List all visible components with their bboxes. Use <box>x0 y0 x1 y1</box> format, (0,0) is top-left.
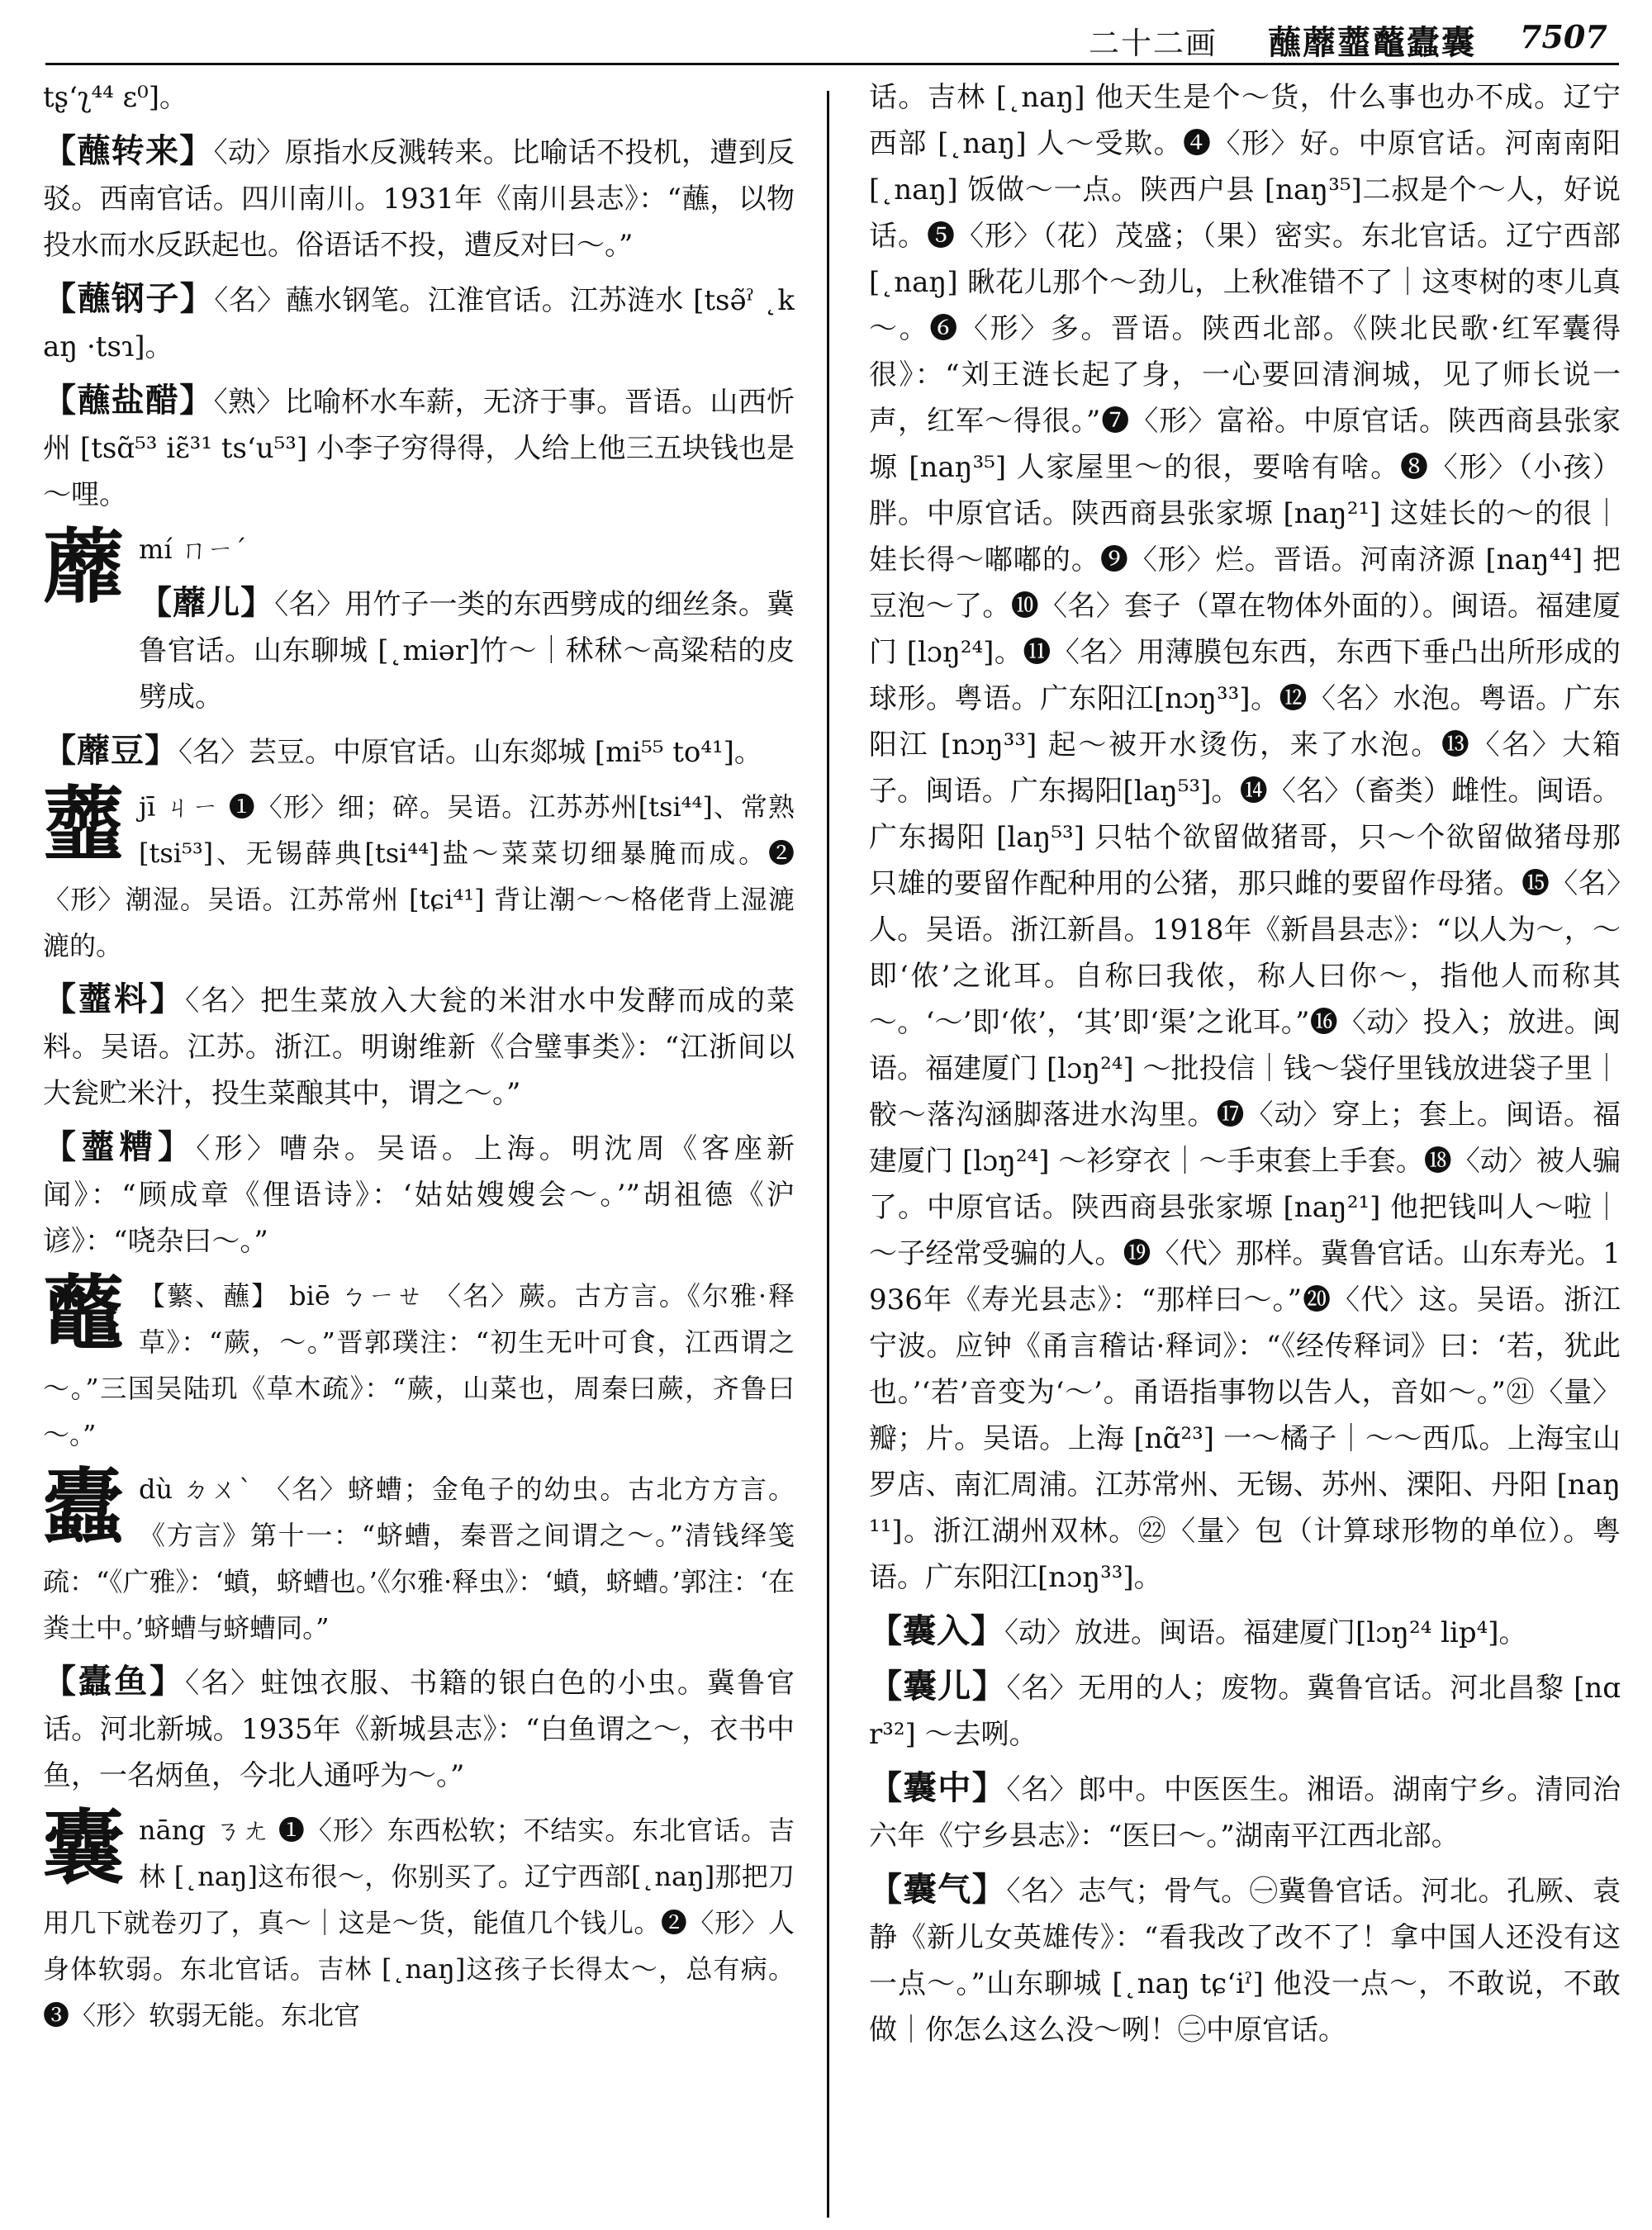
continued-text: 话。吉林 [˛naŋ] 他天生是个～货，什么事也办不成。辽宁西部 [˛naŋ] 人～受欺。❹〈形〉好。中原官话。河南南阳 [˛naŋ] 饭做～一点。陕西户县 [naŋ³⁵]二叔是个～人，好说话。❺〈形〉（花）茂盛；（果）密实。东北官话。辽宁西部 [˛naŋ] 瞅花儿那个～劲儿，上秋准错不了｜这枣树的枣儿真～。❻〈形〉多。晋语。陕西北部。《陕北民歌·红军囊得很》：“刘王涟长起了身，一心要回清涧城，见了师长说一声，红军～得很。”❼〈形〉富裕。中原官话。陕西商县张家塬 [naŋ³⁵] 人家屋里～的很，要啥有啥。❽〈形〉（小孩）胖。中原官话。陕西商县张家塬 [naŋ²¹] 这娃长的～的很｜娃长得～嘟嘟的。❾〈形〉烂。晋语。河南济源 [naŋ⁴⁴] 把豆泡～了。❿〈名〉套子（罩在物体外面的）。闽语。福建厦门 [lɔŋ²⁴]。⓫〈名〉用薄膜包东西，东西下垂凸出所形成的球形。粤语。广东阳江[nɔŋ³³]。⓬〈名〉水泡。粤语。广东阳江 [nɔŋ³³] 起～被开水烫伤，来了水泡。⓭〈名〉大箱子。闽语。广东揭阳[laŋ⁵³]。⓮〈名〉（畜类）雌性。闽语。广东揭阳 [laŋ⁵³] 只牯个欲留做猪哥，只～个欲留做猪母那只雄的要留作配种用的公猪，那只雌的要留作母猪。⓯〈名〉人。吴语。浙江新昌。1918年《新昌县志》：“以人为～，～即‘侬’之讹耳。自称曰我侬，称人曰你～，指他人而称其～。‘～’即‘侬’，‘其’即‘渠’之讹耳。”⓰〈动〉投入；放进。闽语。福建厦门 [lɔŋ²⁴] ～批投信｜钱～袋仔里钱放进袋子里｜骹～落沟涵脚落进水沟里。⓱〈动〉穿上；套上。闽语。福建厦门 [lɔŋ²⁴] ～衫穿衣｜～手束套上手套。⓲〈动〉被人骗了。中原官话。陕西商县张家塬 [naŋ²¹] 他把钱叫人～啦｜～子经常受骗的人。⓳〈代〉那样。冀鲁官话。山东寿光。1936年《寿光县志》：“那样曰～。”⓴〈代〉这。吴语。浙江宁波。应钟《甬言稽诂·释词》：“《经传释词》曰：‘若，犹此也。’‘若’音变为‘～’。甬语指事物以告人，音如～。”㉑〈量〉瓣；片。吴语。上海 [nɑ̃²³] 一～橘子｜～～西瓜。上海宝山罗店、南汇周浦。江苏常州、无锡、苏州、溧阳、丹阳 [naŋ¹¹]。浙江湖州双林。㉒〈量〉包（计算球形物的单位）。粤语。广东阳江[nɔŋ³³]。 <box>869 81 1621 1594</box>
entry-headword: 【蠹鱼】 <box>43 1662 186 1701</box>
left-column <box>43 74 795 2046</box>
entry-definition: 〈名〉芸豆。中原官话。山东郯城 [mi⁵⁵ to⁴¹]。 <box>178 736 762 769</box>
entry-definition: 〈名〉用竹子一类的东西劈成的细丝条。冀鲁官话。山东聊城 [˛miǝr]竹～｜秫秫～高粱秸的皮劈成。 <box>139 588 795 714</box>
entry-definition: 〈名〉蘸水钢笔。江淮官话。江苏涟水 [tsǝ̃ˀ ˛kaŋ ·tsɿ]。 <box>43 284 795 363</box>
headword-character: 虌 <box>43 1266 125 1361</box>
character-definition: dù ㄉㄨˋ 〈名〉蛴螬；金龟子的幼虫。古北方方言。《方言》第十一：“蛴螬，秦晋之间谓之～。”清钱绎笺疏：“《广雅》：‘蟦，蛴螬也。’《尔雅·释虫》：‘蟦，蛴螬。’郭注：‘在粪土中。’蛴螬与蛴螬同。” <box>43 1473 795 1644</box>
character-entry <box>43 1266 795 1458</box>
entry-headword: 【虀糟】 <box>43 1127 197 1166</box>
word-entry <box>869 1663 1621 1758</box>
column-divider <box>827 91 829 2218</box>
entry-headword: 【囊入】 <box>869 1611 1004 1650</box>
word-entry <box>43 1658 795 1799</box>
entry-definition: 〈名〉郎中。中医医生。湘语。湖南宁乡。清同治六年《宁乡县志》：“医曰～。”湖南平江西北部。 <box>869 1773 1621 1853</box>
entry-headword: 【囊中】 <box>869 1768 1007 1807</box>
entry-headword: 【蘸盐醋】 <box>43 381 214 420</box>
word-entry <box>43 976 795 1117</box>
header-rule <box>45 63 1619 65</box>
entry-definition: 〈动〉原指水反溅转来。比喻话不投机，遭到反驳。西南官话。四川南川。1931年《南川县志》：“蘸，以物投水而水反跃起也。俗语话不投，遭反对曰～。” <box>43 136 795 262</box>
character-definition: 【蘩、蘸】 biē ㄅㄧㄝ 〈名〉蕨。古方言。《尔雅·释草》：“蕨，～。”晋郭璞注：“初生无叶可食，江西谓之～。”三国吴陆玑《草木疏》：“蕨，山菜也，周秦曰蕨，齐鲁曰～。” <box>43 1280 795 1450</box>
entry-definition: 〈形〉嘈杂。吴语。上海。明沈周《客座新闻》：“顾成章《俚语诗》：‘姑姑嫂嫂会～。’”胡祖德《沪谚》：“哓杂曰～。” <box>43 1132 795 1258</box>
entry-headword: 【蘸转来】 <box>43 131 214 170</box>
character-entry <box>43 1801 795 2038</box>
word-entry <box>43 728 795 776</box>
entry-headword: 【蘼豆】 <box>43 731 178 770</box>
word-entry <box>43 1124 795 1264</box>
character-definition: jī ㄐㄧ ❶〈形〉细；碎。吴语。江苏苏州[tsi⁴⁴]、常熟 [tsi⁵³]、无锡薛典[tsi⁴⁴]盐～菜菜切细暴腌而成。❷〈形〉潮湿。吴语。江苏常州 [tɕi⁴¹] 背让潮～～格佬背上湿漉漉的。 <box>43 791 795 961</box>
entry-headword: 【蘼儿】 <box>139 583 275 622</box>
character-definition: nāng ㄋㄤ ❶〈形〉东西松软；不结实。东北官话。吉林 [˛naŋ]这布很～，你别买了。辽宁西部[˛naŋ]那把刀用几下就卷刃了，真～｜这是～货，能值几个钱儿。❷〈形〉人身体软弱。东北官话。吉林 [˛naŋ]这孩子长得太～，总有病。❸〈形〉软弱无能。东北官 <box>43 1815 795 2031</box>
word-entry <box>139 580 795 720</box>
headword-character: 蘼 <box>43 520 125 614</box>
entry-headword: 【囊气】 <box>869 1870 1007 1909</box>
entry-definition: 〈名〉志气；骨气。㊀冀鲁官话。河北。孔厥、袁静《新儿女英雄传》：“看我改了改不了！拿中国人还没有这一点～。”山东聊城 [˛naŋ tɕʻiˀ] 他没一点～，不敢说，不敢做｜你怎么这么没～咧！㊁中原官话。 <box>869 1875 1621 2047</box>
continued-text: tʂʻʅ⁴⁴ ɛ⁰]。 <box>43 81 188 114</box>
character-entry <box>43 1459 795 1651</box>
running-header <box>0 0 1652 64</box>
entry-definition: 〈动〉放进。闽语。福建厦门[lɔŋ²⁴ lip⁴]。 <box>1004 1616 1527 1649</box>
character-definition: mí ㄇㄧˊ <box>139 534 247 565</box>
word-entry <box>43 128 795 268</box>
entry-definition: 〈名〉把生菜放入大瓮的米泔水中发酵而成的菜料。吴语。江苏。浙江。明谢维新《合璧事类》：“江浙间以大瓮贮米汁，投生菜酿其中，谓之～。” <box>43 985 795 1110</box>
entry-headword: 【蘸钢子】 <box>43 279 215 318</box>
entry-headword: 【囊儿】 <box>869 1667 1007 1706</box>
headword-character: 囊 <box>43 1801 125 1896</box>
word-entry <box>869 1608 1621 1656</box>
page-number: 7507 <box>1520 18 1607 55</box>
entry-definition: 〈名〉蛀蚀衣服、书籍的银白色的小虫。冀鲁官话。河北新城。1935年《新城县志》：“白鱼谓之～，衣书中鱼，一名炳鱼，今北人通呼为～。” <box>43 1667 795 1792</box>
headword-character: 虀 <box>43 777 125 872</box>
header-characters: 蘸蘼虀虌蠹囊 <box>1268 23 1476 62</box>
word-entry <box>869 1867 1621 2053</box>
word-entry <box>43 377 795 518</box>
right-column <box>869 74 1621 2061</box>
word-entry <box>869 1765 1621 1859</box>
entry-definition: 〈熟〉比喻杯水车薪，无济于事。晋语。山西忻州 [tsɑ̃⁵³ iɛ̃³¹ tsʻu⁵³] 小李子穷得得，人给上他三五块钱也是～哩。 <box>43 386 795 511</box>
character-entry <box>43 777 795 969</box>
headword-character: 蠹 <box>43 1459 125 1554</box>
word-entry <box>43 276 795 370</box>
entry-definition: 〈名〉无用的人；废物。冀鲁官话。河北昌黎 [nɑr³²] ～去咧。 <box>869 1672 1621 1751</box>
section-title: 二十二画 <box>1089 26 1218 61</box>
entry-headword: 【虀料】 <box>43 980 186 1018</box>
